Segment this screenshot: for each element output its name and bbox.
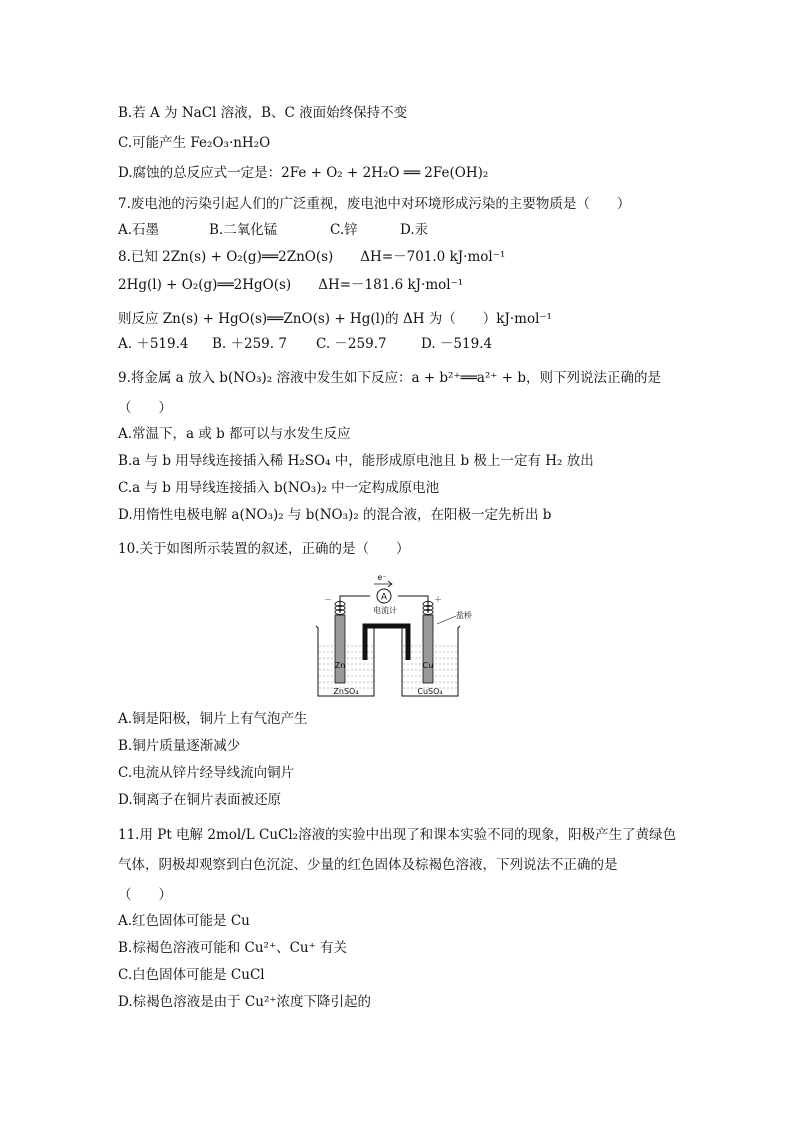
q8-option-c: C. －259.7 [316, 336, 387, 352]
q8-options [118, 335, 492, 353]
salt-bridge-pointer [437, 616, 456, 624]
zn-label: Zn [334, 661, 346, 670]
q7-option-c: C.锌 [330, 222, 358, 238]
q11-paren: （ ） [118, 887, 172, 903]
q9-option-d: D.用惰性电极电解 a(NO₃)₂ 与 b(NO₃)₂ 的混合液，在阳极一定先析出 b [118, 507, 552, 523]
q8-option-b: B. ＋259. 7 [212, 336, 287, 352]
q8-line-3: 则反应 Zn(s) + HgO(s)══ZnO(s) + Hg(l)的 ΔH 为（ ）kJ·mol⁻¹ [118, 311, 552, 327]
q6-option-d: D.腐蚀的总反应式一定是：2Fe + O₂ + 2H₂O ══ 2Fe(OH)₂ [118, 165, 489, 181]
cuso4-label: CuSO₄ [417, 687, 443, 696]
q9-stem: 9.将金属 a 放入 b(NO₃)₂ 溶液中发生如下反应：a + b²⁺══a²⁺ + b，则下列说法正确的是 [118, 370, 661, 386]
q9-paren: （ ） [118, 400, 172, 416]
cu-label: Cu [422, 661, 434, 670]
galvanic-cell-figure [310, 568, 490, 703]
q11-option-c: C.白色固体可能是 CuCl [118, 967, 265, 983]
znso4-label: ZnSO₄ [333, 687, 359, 696]
q8-option-a: A. ＋519.4 [118, 336, 189, 352]
q11-option-b: B.棕褐色溶液可能和 Cu²⁺、Cu⁺ 有关 [118, 940, 348, 956]
q10-option-d: D.铜离子在铜片表面被还原 [118, 792, 282, 808]
zn-electrode [335, 615, 345, 683]
q10-stem: 10.关于如图所示装置的叙述，正确的是（ ） [118, 541, 410, 557]
cu-electrode [423, 615, 433, 683]
negative-sign: － [324, 595, 332, 604]
q9-option-b: B.a 与 b 用导线连接插入稀 H₂SO₄ 中，能形成原电池且 b 极上一定有 H₂ 放出 [118, 453, 594, 469]
q7-option-b: B.二氧化锰 [209, 222, 278, 238]
q11-option-a: A.红色固体可能是 Cu [118, 913, 250, 929]
q7-options [118, 221, 428, 239]
q11-stem-line-1: 11.用 Pt 电解 2mol/L CuCl₂溶液的实验中出现了和课本实验不同的现象，阳极产生了黄绿色 [118, 827, 677, 843]
ammeter-label: A [380, 592, 388, 603]
q8-option-d: D. －519.4 [421, 336, 493, 352]
q10-option-b: B.铜片质量逐渐减少 [118, 738, 241, 754]
q7-option-d: D.汞 [400, 222, 429, 238]
q6-option-c: C.可能产生 Fe₂O₃·nH₂O [118, 135, 271, 151]
salt-bridge-label: 盐桥 [456, 611, 472, 620]
q9-option-c: C.a 与 b 用导线连接插入 b(NO₃)₂ 中一定构成原电池 [118, 480, 440, 496]
q7-option-a: A.石墨 [118, 222, 160, 238]
electron-label: e⁻ [377, 573, 387, 582]
q10-option-c: C.电流从锌片经导线流向铜片 [118, 765, 295, 781]
q7-stem: 7.废电池的污染引起人们的广泛重视，废电池中对环境形成污染的主要物质是（ ） [118, 196, 631, 212]
q8-stem: 8.已知 2Zn(s) + O₂(g)══2ZnO(s) ΔH=－701.0 kJ·mol⁻¹ [118, 249, 506, 265]
q6-option-b: B.若 A 为 NaCl 溶液，B、C 液面始终保持不变 [118, 105, 408, 121]
meter-label: 电流计 [373, 606, 397, 615]
q10-option-a: A.铜是阳极，铜片上有气泡产生 [118, 711, 308, 727]
q9-option-a: A.常温下，a 或 b 都可以与水发生反应 [118, 426, 351, 442]
q8-line-2: 2Hg(l) + O₂(g)══2HgO(s) ΔH=－181.6 kJ·mol⁻¹ [118, 277, 464, 293]
q11-stem-line-2: 气体，阴极却观察到白色沉淀、少量的红色固体及棕褐色溶液，下列说法不正确的是 [118, 857, 618, 873]
positive-sign: ＋ [434, 595, 442, 604]
q11-option-d: D.棕褐色溶液是由于 Cu²⁺浓度下降引起的 [118, 994, 371, 1010]
